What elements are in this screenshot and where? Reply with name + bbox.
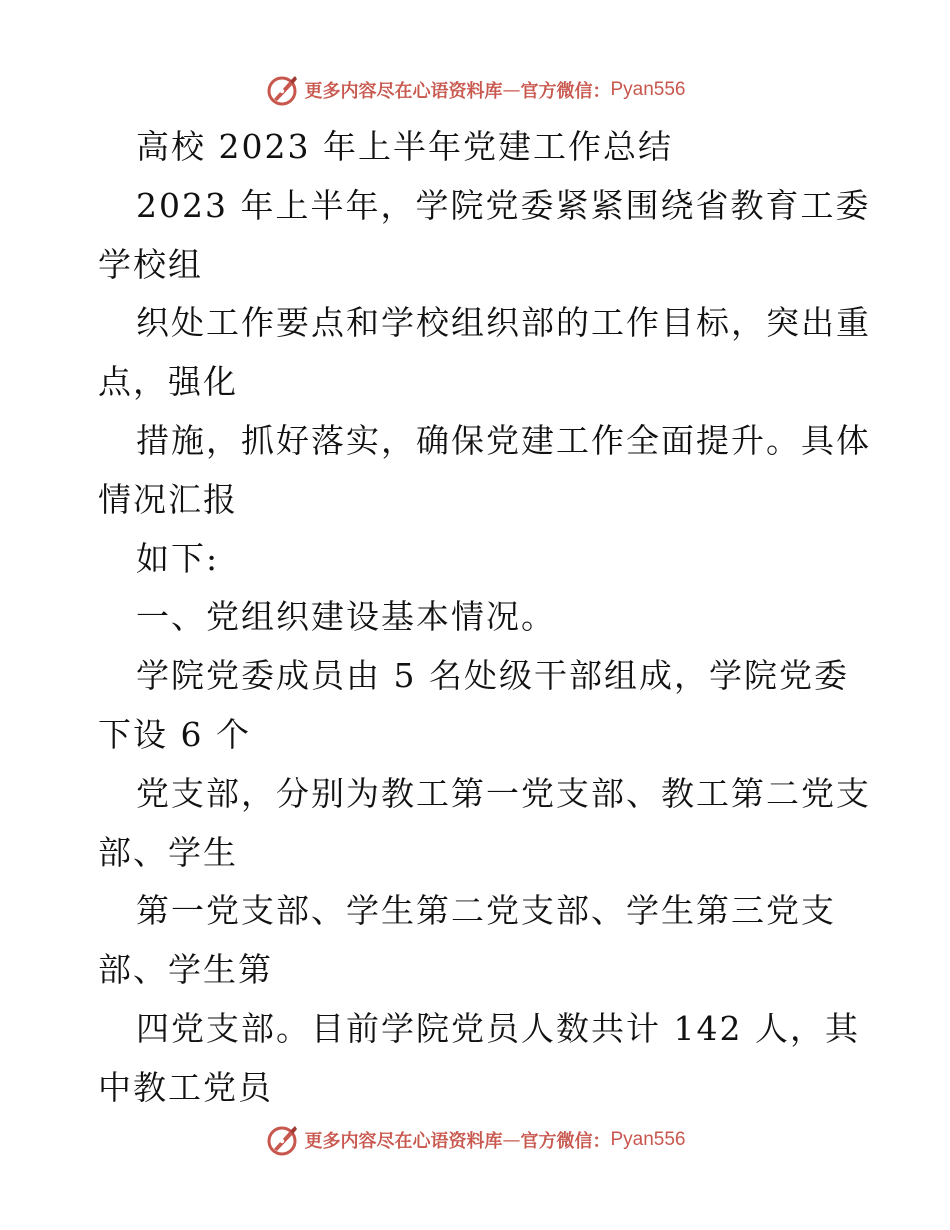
text-line: 四党支部。目前学院党员人数共计 142 人，其 — [136, 1008, 860, 1048]
footer-banner — [0, 1120, 950, 1160]
text-line: 2023 年上半年，学院党委紧紧围绕省教育工委 — [136, 185, 871, 225]
text-line: 点，强化 — [98, 362, 238, 402]
text-line: 党支部，分别为教工第一党支部、教工第二党支 — [136, 773, 871, 813]
banner-wechat-id: Pyan556 — [610, 1129, 686, 1150]
banner-wechat-label: 官方微信： — [520, 1131, 611, 1152]
text-line: 情况汇报 — [98, 479, 238, 519]
text-line: 下设 6 个 — [98, 714, 251, 754]
banner-slogan: 更多内容尽在心语资料库 — [304, 81, 503, 102]
banner-wechat-id: Pyan556 — [610, 79, 686, 100]
text-line: 中教工党员 — [98, 1067, 273, 1107]
document-body — [98, 118, 871, 1118]
text-line: 措施，抓好落实，确保党建工作全面提升。具体 — [136, 420, 871, 460]
text-line: 第一党支部、学生第二党支部、学生第三党支 — [136, 891, 836, 931]
banner-separator: — — [502, 1129, 521, 1151]
text-line: 织处工作要点和学校组织部的工作目标，突出重 — [136, 303, 871, 343]
header-banner — [0, 70, 950, 110]
banner-separator: — — [502, 79, 521, 101]
quill-pen-logo-icon — [264, 1122, 300, 1158]
text-line: 部、学生第 — [98, 950, 273, 990]
text-line: 如下: — [136, 538, 220, 578]
quill-pen-logo-icon — [264, 72, 300, 108]
text-line: 部、学生 — [98, 832, 238, 872]
banner-slogan: 更多内容尽在心语资料库 — [304, 1131, 503, 1152]
section-heading: 一、党组织建设基本情况。 — [136, 597, 556, 637]
banner-wechat-label: 官方微信： — [520, 81, 611, 102]
text-line: 学院党委成员由 5 名处级干部组成，学院党委 — [136, 656, 849, 696]
text-line: 学校组 — [98, 244, 203, 284]
document-title: 高校 2023 年上半年党建工作总结 — [136, 127, 673, 166]
